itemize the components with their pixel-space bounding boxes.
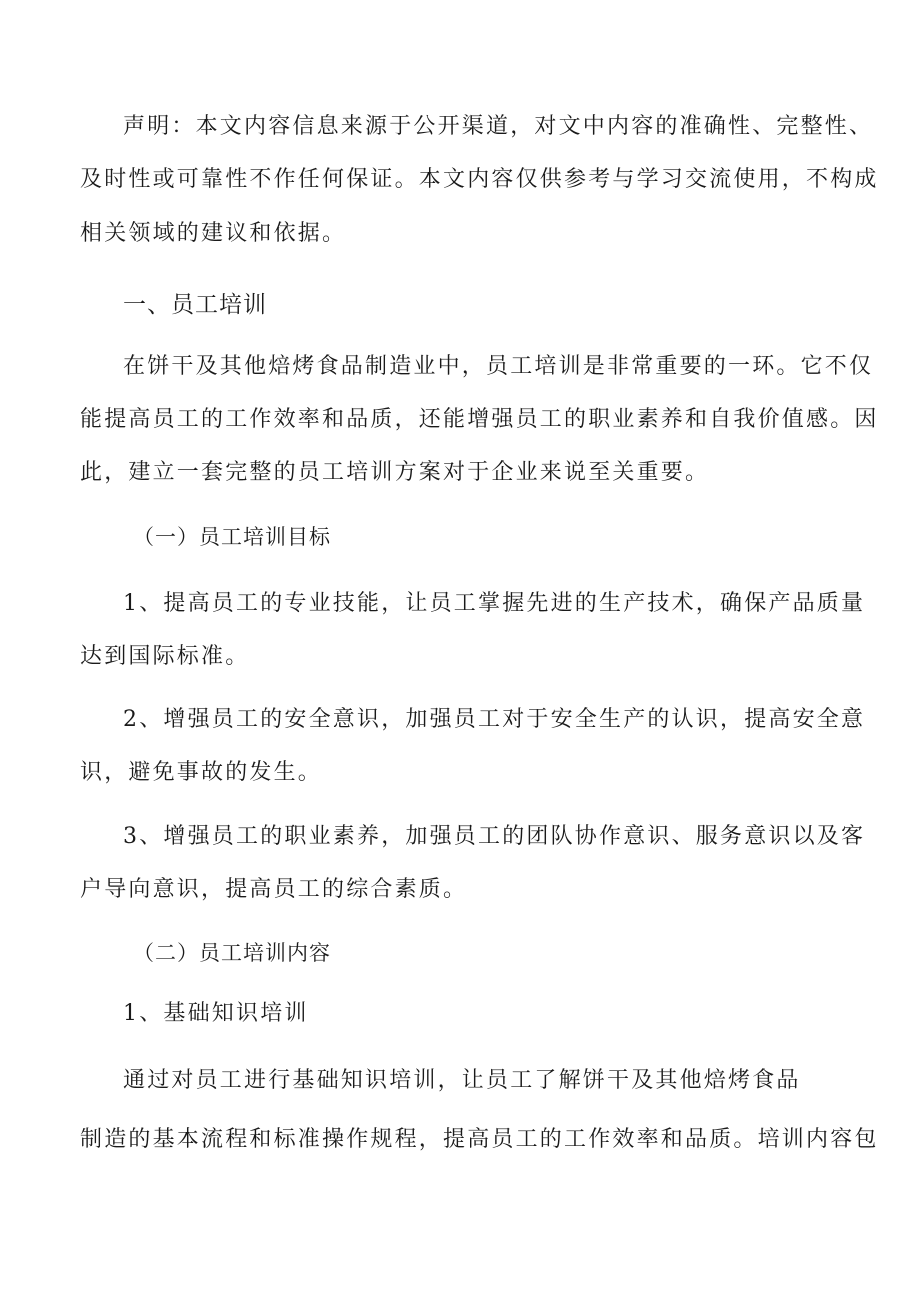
- content-item-1-line-2: 制造的基本流程和标准操作规程，提高员工的工作效率和品质。培训内容包: [80, 1127, 879, 1152]
- intro-line-1: 在饼干及其他焙烤食品制造业中，员工培训是非常重要的一环。它不仅: [123, 354, 874, 379]
- section-heading-employee-training: 一、员工培训: [123, 292, 267, 318]
- disclaimer-line-3: 相关领域的建议和依据。: [80, 221, 347, 246]
- goal-item-3-line-1: 3、增强员工的职业素养，加强员工的团队协作意识、服务意识以及客: [123, 824, 866, 849]
- subsection-heading-training-goals: （一）员工培训目标: [133, 525, 331, 549]
- goal-item-2-line-1: 2、增强员工的安全意识，加强员工对于安全生产的认识，提高安全意: [123, 707, 866, 732]
- subsection-heading-training-content: （二）员工培训内容: [133, 941, 331, 965]
- intro-line-3: 此，建立一套完整的员工培训方案对于企业来说至关重要。: [80, 460, 710, 485]
- intro-line-2: 能提高员工的工作效率和品质，还能增强员工的职业素养和自我价值感。因: [80, 407, 879, 432]
- goal-item-1-line-1: 1、提高员工的专业技能，让员工掌握先进的生产技术，确保产品质量: [123, 591, 866, 616]
- goal-item-2-line-2: 识，避免事故的发生。: [80, 760, 323, 785]
- goal-item-3-line-2: 户导向意识，提高员工的综合素质。: [80, 877, 468, 902]
- disclaimer-line-1: 声明：本文内容信息来源于公开渠道，对文中内容的准确性、完整性、: [123, 114, 874, 139]
- content-item-1-line-1: 通过对员工进行基础知识培训，让员工了解饼干及其他焙烤食品: [123, 1068, 801, 1093]
- content-item-1-title: 1、基础知识培训: [123, 1001, 309, 1026]
- disclaimer-line-2: 及时性或可靠性不作任何保证。本文内容仅供参考与学习交流使用，不构成: [80, 167, 879, 192]
- goal-item-1-line-2: 达到国际标准。: [80, 644, 250, 669]
